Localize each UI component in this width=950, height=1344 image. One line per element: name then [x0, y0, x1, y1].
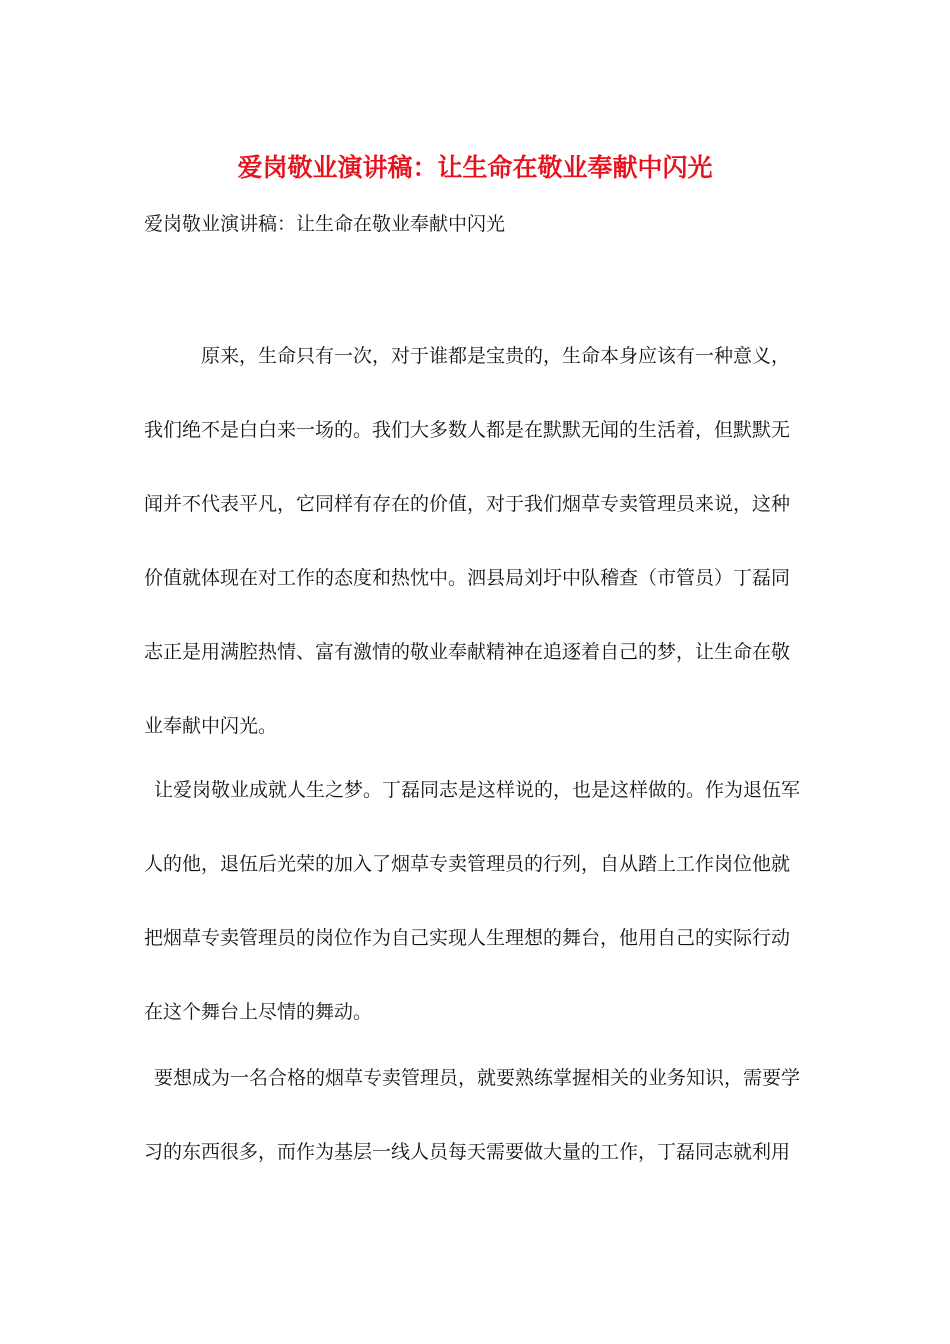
- paragraph-line: 原来，生命只有一次，对于谁都是宝贵的，生命本身应该有一种意义，: [201, 345, 791, 367]
- paragraph-line: 人的他，退伍后光荣的加入了烟草专卖管理员的行列，自从踏上工作岗位他就: [144, 853, 791, 875]
- document-title: 爱岗敬业演讲稿：让生命在敬业奉献中闪光: [237, 153, 713, 182]
- document-subtitle: 爱岗敬业演讲稿：让生命在敬业奉献中闪光: [144, 213, 506, 235]
- paragraph-line: 把烟草专卖管理员的岗位作为自己实现人生理想的舞台，他用自己的实际行动: [144, 927, 791, 949]
- paragraph-line: 习的东西很多，而作为基层一线人员每天需要做大量的工作，丁磊同志就利用: [144, 1141, 791, 1163]
- paragraph-line: 业奉献中闪光。: [144, 715, 278, 737]
- paragraph-line: 让爱岗敬业成就人生之梦。丁磊同志是这样说的，也是这样做的。作为退伍军: [154, 779, 801, 801]
- paragraph-line: 我们绝不是白白来一场的。我们大多数人都是在默默无闻的生活着，但默默无: [144, 419, 791, 441]
- paragraph-line: 闻并不代表平凡，它同样有存在的价值，对于我们烟草专卖管理员来说，这种: [144, 493, 791, 515]
- paragraph-line: 要想成为一名合格的烟草专卖管理员，就要熟练掌握相关的业务知识，需要学: [154, 1067, 801, 1089]
- paragraph-line: 志正是用满腔热情、富有激情的敬业奉献精神在追逐着自己的梦，让生命在敬: [144, 641, 791, 663]
- paragraph-line: 在这个舞台上尽情的舞动。: [144, 1001, 373, 1023]
- paragraph-line: 价值就体现在对工作的态度和热忱中。泗县局刘圩中队稽查（市管员）丁磊同: [144, 567, 791, 589]
